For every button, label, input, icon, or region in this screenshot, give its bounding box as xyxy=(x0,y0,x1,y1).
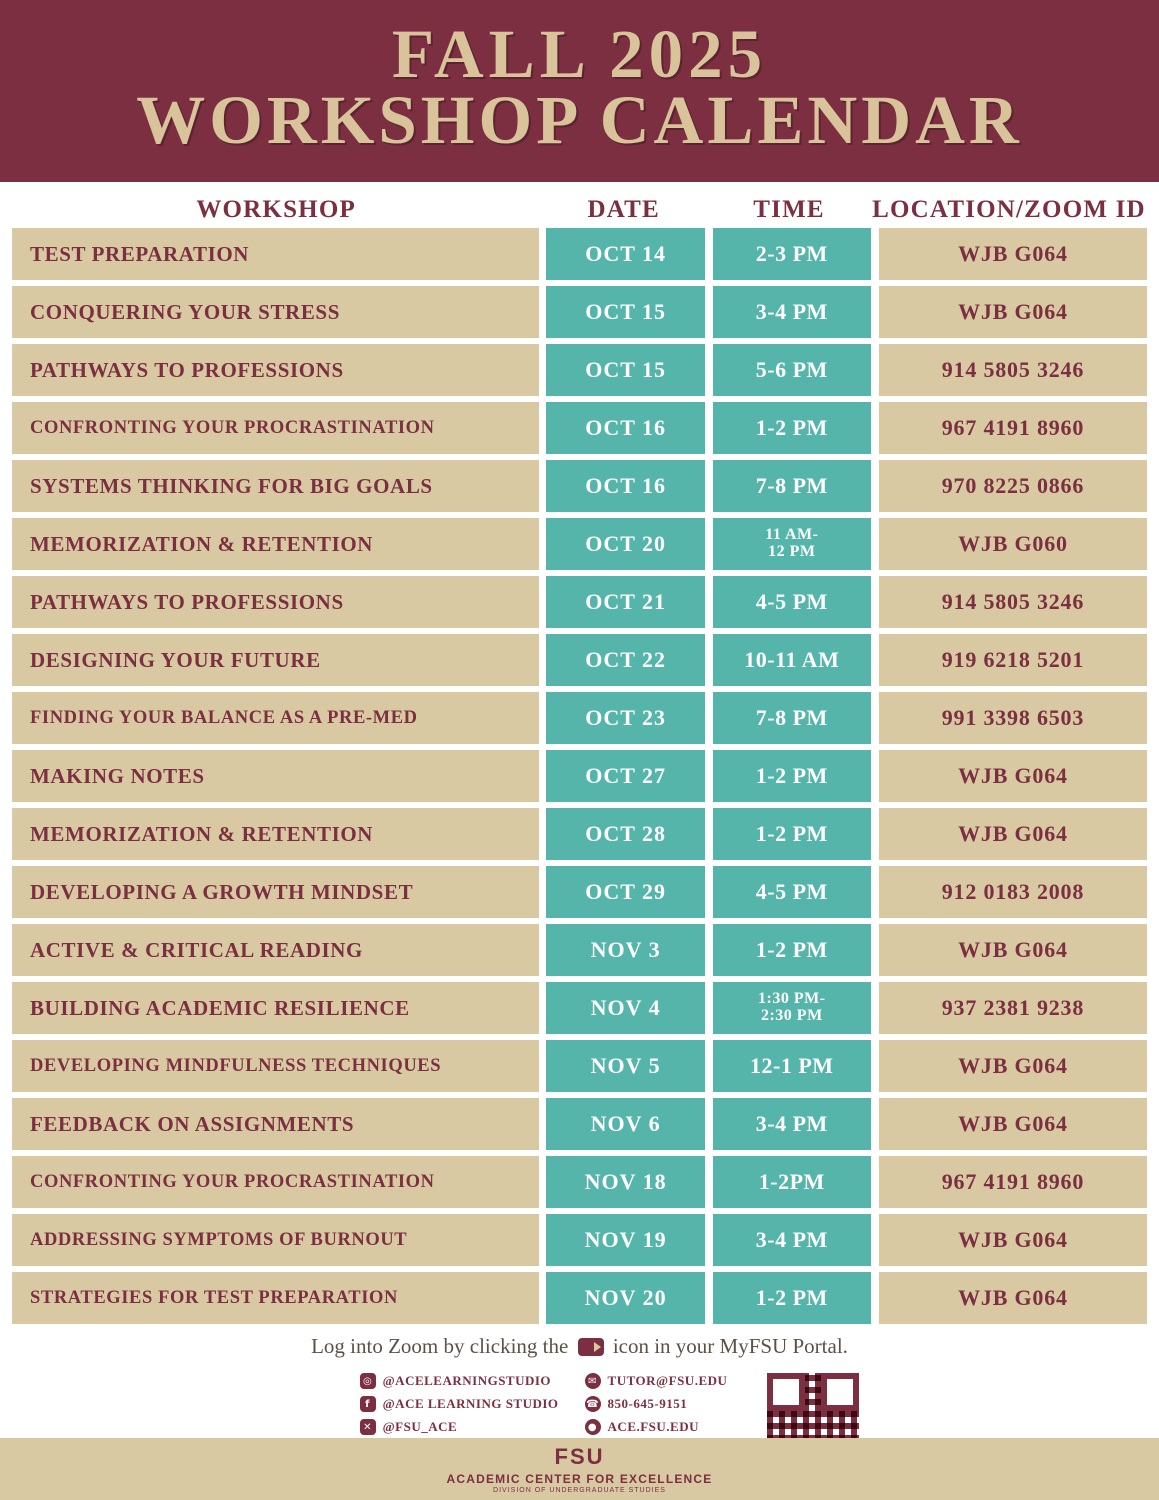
workshop-time-line1: 11 AM- xyxy=(765,526,819,544)
table-row xyxy=(12,1272,1147,1324)
workshop-date-cell: NOV 18 xyxy=(546,1156,704,1208)
workshop-name-cell: SYSTEMS THINKING FOR BIG GOALS xyxy=(12,460,539,512)
workshop-date-cell: NOV 20 xyxy=(546,1272,704,1324)
workshop-time-line1: 3-4 PM xyxy=(755,1111,828,1137)
cell-gap xyxy=(871,634,879,686)
table-row xyxy=(12,1098,1147,1150)
workshop-date-cell: OCT 29 xyxy=(546,866,704,918)
cell-gap xyxy=(871,228,879,280)
workshop-name-cell: FEEDBACK ON ASSIGNMENTS xyxy=(12,1098,539,1150)
table-row xyxy=(12,344,1147,396)
workshop-location-cell: WJB G064 xyxy=(879,1098,1147,1150)
table-row xyxy=(12,402,1147,454)
workshop-time-cell xyxy=(713,344,871,396)
workshop-name-cell: CONFRONTING YOUR PROCRASTINATION xyxy=(12,1156,539,1208)
workshop-name-cell: MEMORIZATION & RETENTION xyxy=(12,518,539,570)
workshop-date-cell: NOV 5 xyxy=(546,1040,704,1092)
cell-gap xyxy=(871,576,879,628)
table-row xyxy=(12,518,1147,570)
cell-gap xyxy=(705,286,713,338)
workshop-date-cell: OCT 20 xyxy=(546,518,704,570)
cell-gap xyxy=(705,634,713,686)
table-row xyxy=(12,286,1147,338)
cell-gap xyxy=(871,344,879,396)
workshop-date-cell: OCT 27 xyxy=(546,750,704,802)
cell-gap xyxy=(539,750,547,802)
cell-gap xyxy=(871,402,879,454)
cell-gap xyxy=(705,344,713,396)
cell-gap xyxy=(705,924,713,976)
workshop-time-cell xyxy=(713,1098,871,1150)
cell-gap xyxy=(539,1214,547,1266)
workshop-time-line1: 1-2 PM xyxy=(755,821,828,847)
cell-gap xyxy=(539,1040,547,1092)
contact-item[interactable] xyxy=(585,1373,728,1389)
table-row xyxy=(12,982,1147,1034)
cell-gap xyxy=(539,286,547,338)
cell-gap xyxy=(539,924,547,976)
workshop-time-line1: 1:30 PM- xyxy=(758,990,826,1008)
contact-item[interactable] xyxy=(360,1419,559,1435)
cell-gap xyxy=(539,228,547,280)
workshop-location-cell: 919 6218 5201 xyxy=(879,634,1147,686)
workshop-location-cell: 991 3398 6503 xyxy=(879,692,1147,744)
contact-text: @ACE LEARNING STUDIO xyxy=(382,1396,559,1411)
globe-icon: ● xyxy=(585,1419,601,1435)
cell-gap xyxy=(871,1214,879,1266)
workshop-time-line1: 1-2 PM xyxy=(755,1285,828,1311)
contact-column-social xyxy=(360,1373,559,1435)
workshop-location-cell: 937 2381 9238 xyxy=(879,982,1147,1034)
cell-gap xyxy=(539,866,547,918)
workshop-location-cell: 912 0183 2008 xyxy=(879,866,1147,918)
table-row xyxy=(12,1214,1147,1266)
poster-title-line2: WORKSHOP CALENDAR xyxy=(136,82,1023,159)
cell-gap xyxy=(705,808,713,860)
workshop-time-cell xyxy=(713,1040,871,1092)
cell-gap xyxy=(539,1272,547,1324)
cell-gap xyxy=(871,1156,879,1208)
zoom-instruction-before: Log into Zoom by clicking the xyxy=(311,1334,569,1358)
workshop-date-cell: OCT 16 xyxy=(546,460,704,512)
table-row xyxy=(12,692,1147,744)
cell-gap xyxy=(705,402,713,454)
cell-gap xyxy=(705,228,713,280)
workshop-time-cell xyxy=(713,1214,871,1266)
workshop-time-line1: 1-2 PM xyxy=(755,937,828,963)
workshop-time-cell xyxy=(713,692,871,744)
workshop-date-cell: OCT 23 xyxy=(546,692,704,744)
table-row xyxy=(12,1040,1147,1092)
cell-gap xyxy=(539,460,547,512)
workshop-time-cell xyxy=(713,634,871,686)
cell-gap xyxy=(705,1040,713,1092)
workshop-name-cell: FINDING YOUR BALANCE AS A PRE-MED xyxy=(12,692,539,744)
cell-gap xyxy=(871,982,879,1034)
cell-gap xyxy=(705,982,713,1034)
workshop-table xyxy=(0,228,1159,1324)
contact-item[interactable] xyxy=(360,1396,559,1412)
cell-gap xyxy=(871,692,879,744)
workshop-time-cell xyxy=(713,924,871,976)
workshop-time-line1: 4-5 PM xyxy=(755,879,828,905)
workshop-time-line1: 4-5 PM xyxy=(755,589,828,615)
zoom-instruction xyxy=(0,1334,1159,1359)
cell-gap xyxy=(871,1040,879,1092)
table-row xyxy=(12,924,1147,976)
facebook-icon: f xyxy=(360,1396,376,1412)
workshop-location-cell: WJB G060 xyxy=(879,518,1147,570)
workshop-time-cell xyxy=(713,460,871,512)
workshop-date-cell: OCT 16 xyxy=(546,402,704,454)
column-header-workshop: WORKSHOP xyxy=(196,196,356,223)
cell-gap xyxy=(871,286,879,338)
cell-gap xyxy=(871,1272,879,1324)
contact-item[interactable] xyxy=(360,1373,559,1389)
workshop-time-line2: 2:30 PM xyxy=(760,1007,823,1024)
poster-title-line1: FALL 2025 xyxy=(391,16,768,92)
table-row xyxy=(12,576,1147,628)
workshop-time-line1: 1-2 PM xyxy=(755,415,828,441)
workshop-time-cell xyxy=(713,982,871,1034)
workshop-location-cell: WJB G064 xyxy=(879,1214,1147,1266)
table-row xyxy=(12,750,1147,802)
workshop-name-cell: CONFRONTING YOUR PROCRASTINATION xyxy=(12,402,539,454)
cell-gap xyxy=(871,750,879,802)
workshop-time-cell xyxy=(713,750,871,802)
cell-gap xyxy=(705,460,713,512)
zoom-instruction-after: icon in your MyFSU Portal. xyxy=(612,1334,848,1358)
workshop-time-line1: 7-8 PM xyxy=(755,705,828,731)
workshop-location-cell: 914 5805 3246 xyxy=(879,344,1147,396)
workshop-location-cell: 967 4191 8960 xyxy=(879,1156,1147,1208)
workshop-time-cell xyxy=(713,866,871,918)
workshop-date-cell: OCT 15 xyxy=(546,344,704,396)
contact-text: ACE.FSU.EDU xyxy=(607,1419,700,1434)
cell-gap xyxy=(705,518,713,570)
workshop-name-cell: STRATEGIES FOR TEST PREPARATION xyxy=(12,1272,539,1324)
workshop-location-cell: WJB G064 xyxy=(879,750,1147,802)
workshop-location-cell: WJB G064 xyxy=(879,1040,1147,1092)
cell-gap xyxy=(539,518,547,570)
cell-gap xyxy=(871,518,879,570)
workshop-name-cell: ACTIVE & CRITICAL READING xyxy=(12,924,539,976)
workshop-date-cell: NOV 3 xyxy=(546,924,704,976)
footer-logo-bar xyxy=(0,1438,1159,1500)
cell-gap xyxy=(871,1098,879,1150)
cell-gap xyxy=(705,866,713,918)
workshop-name-cell: MAKING NOTES xyxy=(12,750,539,802)
workshop-location-cell: 914 5805 3246 xyxy=(879,576,1147,628)
workshop-time-cell xyxy=(713,808,871,860)
workshop-date-cell: OCT 14 xyxy=(546,228,704,280)
workshop-date-cell: NOV 6 xyxy=(546,1098,704,1150)
cell-gap xyxy=(705,1098,713,1150)
contact-text: @FSU_ACE xyxy=(382,1419,458,1434)
workshop-time-cell xyxy=(713,576,871,628)
workshop-date-cell: OCT 22 xyxy=(546,634,704,686)
workshop-time-line2: 12 PM xyxy=(768,543,816,560)
column-header-date: DATE xyxy=(587,196,660,223)
poster-header-banner xyxy=(0,0,1159,182)
table-row xyxy=(12,228,1147,280)
workshop-location-cell: WJB G064 xyxy=(879,924,1147,976)
contact-item[interactable] xyxy=(585,1419,728,1435)
instagram-icon: ◎ xyxy=(360,1373,376,1389)
workshop-location-cell: 967 4191 8960 xyxy=(879,402,1147,454)
fsu-logo: FSU xyxy=(554,1444,605,1469)
workshop-time-line1: 12-1 PM xyxy=(750,1053,834,1079)
contact-text: 850-645-9151 xyxy=(607,1396,688,1411)
fsu-logo-subtitle: ACADEMIC CENTER FOR EXCELLENCE xyxy=(446,1472,713,1486)
workshop-time-line1: 2-3 PM xyxy=(755,241,828,267)
table-row xyxy=(12,460,1147,512)
workshop-location-cell: WJB G064 xyxy=(879,286,1147,338)
cell-gap xyxy=(705,1156,713,1208)
cell-gap xyxy=(539,692,547,744)
table-row xyxy=(12,866,1147,918)
zoom-camera-icon xyxy=(578,1338,604,1356)
contact-text: @ACELEARNINGSTUDIO xyxy=(382,1373,552,1388)
table-column-headers xyxy=(0,182,1159,228)
cell-gap xyxy=(705,576,713,628)
workshop-time-line1: 3-4 PM xyxy=(755,1227,828,1253)
email-icon: ✉ xyxy=(585,1373,601,1389)
workshop-time-line1: 1-2PM xyxy=(758,1169,825,1195)
workshop-location-cell: 970 8225 0866 xyxy=(879,460,1147,512)
cell-gap xyxy=(539,576,547,628)
workshop-location-cell: WJB G064 xyxy=(879,228,1147,280)
column-header-location: LOCATION/ZOOM ID xyxy=(872,196,1146,223)
workshop-location-cell: WJB G064 xyxy=(879,1272,1147,1324)
cell-gap xyxy=(705,1272,713,1324)
workshop-name-cell: BUILDING ACADEMIC RESILIENCE xyxy=(12,982,539,1034)
workshop-date-cell: OCT 21 xyxy=(546,576,704,628)
cell-gap xyxy=(871,866,879,918)
workshop-time-cell xyxy=(713,1156,871,1208)
table-row xyxy=(12,808,1147,860)
workshop-time-line1: 1-2 PM xyxy=(755,763,828,789)
workshop-name-cell: DESIGNING YOUR FUTURE xyxy=(12,634,539,686)
cell-gap xyxy=(539,982,547,1034)
workshop-name-cell: DEVELOPING MINDFULNESS TECHNIQUES xyxy=(12,1040,539,1092)
cell-gap xyxy=(871,924,879,976)
workshop-time-cell xyxy=(713,518,871,570)
cell-gap xyxy=(705,750,713,802)
cell-gap xyxy=(705,1214,713,1266)
workshop-date-cell: OCT 28 xyxy=(546,808,704,860)
workshop-time-cell xyxy=(713,286,871,338)
contact-text: TUTOR@FSU.EDU xyxy=(607,1373,728,1388)
workshop-name-cell: PATHWAYS TO PROFESSIONS xyxy=(12,344,539,396)
workshop-date-cell: NOV 19 xyxy=(546,1214,704,1266)
workshop-name-cell: CONQUERING YOUR STRESS xyxy=(12,286,539,338)
cell-gap xyxy=(871,808,879,860)
fsu-logo-subtitle2: DIVISION OF UNDERGRADUATE STUDIES xyxy=(493,1487,666,1494)
workshop-location-cell: WJB G064 xyxy=(879,808,1147,860)
workshop-name-cell: DEVELOPING A GROWTH MINDSET xyxy=(12,866,539,918)
workshop-time-line1: 7-8 PM xyxy=(755,473,828,499)
workshop-time-line1: 3-4 PM xyxy=(755,299,828,325)
cell-gap xyxy=(539,402,547,454)
workshop-name-cell: MEMORIZATION & RETENTION xyxy=(12,808,539,860)
cell-gap xyxy=(539,808,547,860)
cell-gap xyxy=(539,1156,547,1208)
contact-column-direct xyxy=(585,1373,728,1435)
x-twitter-icon: ✕ xyxy=(360,1419,376,1435)
workshop-time-cell xyxy=(713,402,871,454)
cell-gap xyxy=(871,460,879,512)
workshop-date-cell: NOV 4 xyxy=(546,982,704,1034)
workshop-time-line1: 5-6 PM xyxy=(755,357,828,383)
workshop-name-cell: PATHWAYS TO PROFESSIONS xyxy=(12,576,539,628)
column-header-time: TIME xyxy=(753,196,825,223)
workshop-name-cell: ADDRESSING SYMPTOMS OF BURNOUT xyxy=(12,1214,539,1266)
workshop-time-cell xyxy=(713,1272,871,1324)
cell-gap xyxy=(539,634,547,686)
cell-gap xyxy=(539,1098,547,1150)
cell-gap xyxy=(705,692,713,744)
table-row xyxy=(12,1156,1147,1208)
cell-gap xyxy=(539,344,547,396)
contact-item[interactable] xyxy=(585,1396,728,1412)
workshop-date-cell: OCT 15 xyxy=(546,286,704,338)
phone-icon: ☎ xyxy=(585,1396,601,1412)
workshop-name-cell: TEST PREPARATION xyxy=(12,228,539,280)
workshop-time-line1: 10-11 AM xyxy=(744,647,840,673)
workshop-time-cell xyxy=(713,228,871,280)
table-row xyxy=(12,634,1147,686)
